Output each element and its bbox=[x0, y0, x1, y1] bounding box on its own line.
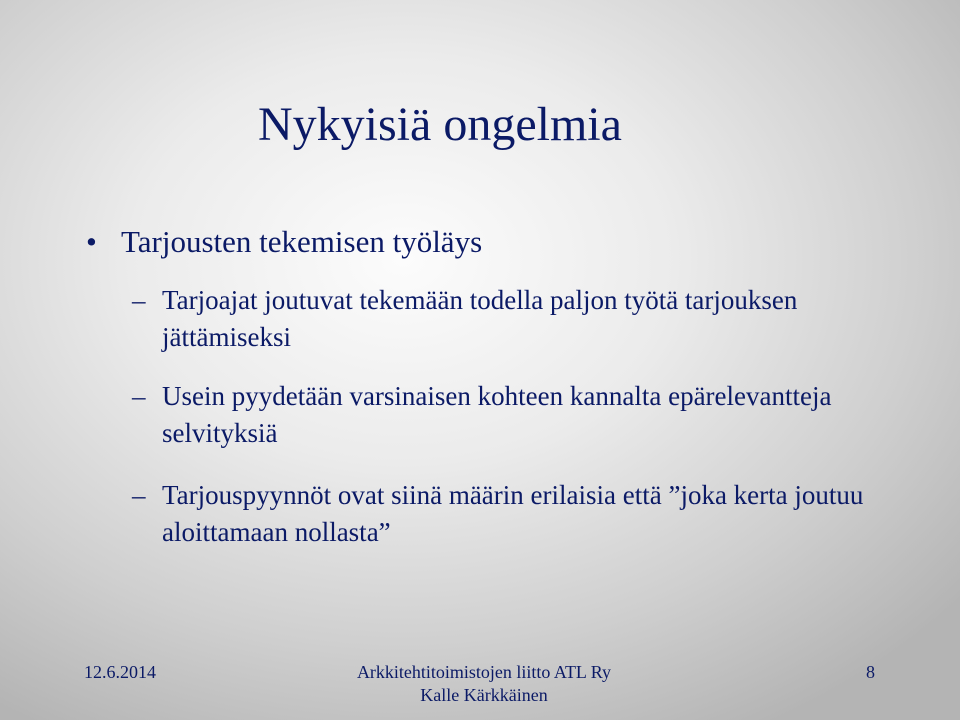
sub-item-text: Tarjouspyynnöt ovat siinä määrin erilaisia että ”joka kerta joutuu aloittamaan nollasta” bbox=[162, 480, 864, 547]
sub-item-text: Usein pyydetään varsinaisen kohteen kannalta epärelevantteja selvityksiä bbox=[162, 381, 832, 448]
dash-marker: – bbox=[132, 480, 146, 510]
bullet-text: Tarjousten tekemisen työläys bbox=[121, 224, 483, 259]
dash-marker: – bbox=[132, 381, 146, 411]
page-number: 8 bbox=[866, 662, 875, 682]
footer-date: 12.6.2014 bbox=[84, 662, 156, 682]
dash-marker: – bbox=[132, 285, 146, 315]
slide-title: Nykyisiä ongelmia bbox=[258, 98, 622, 151]
bullet-marker: • bbox=[86, 224, 97, 259]
footer-organization: Arkkitehtitoimistojen liitto ATL Ry bbox=[356, 662, 612, 682]
sub-item-text: Tarjoajat joutuvat tekemään todella paljon työtä tarjouksen jättämiseksi bbox=[162, 285, 798, 352]
footer-author: Kalle Kärkkäinen bbox=[420, 685, 548, 705]
